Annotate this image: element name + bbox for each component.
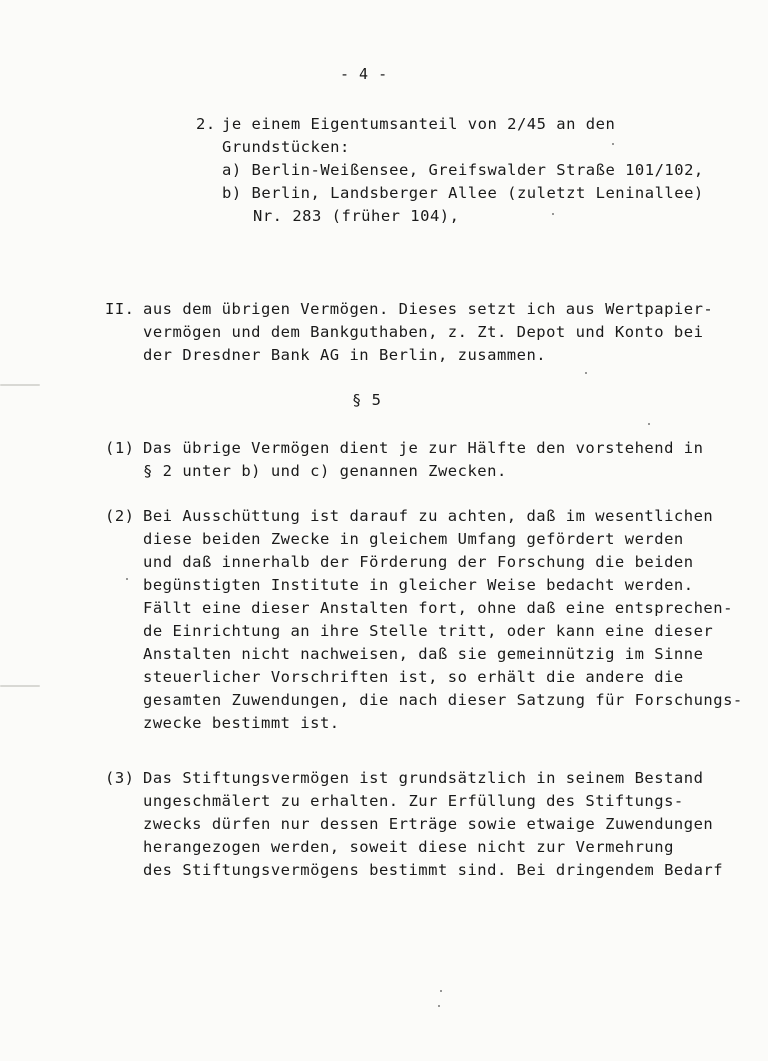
p3-marker: (3) bbox=[105, 769, 135, 787]
item-2-line-2: Grundstücken: bbox=[222, 138, 350, 156]
p2-line: Fällt eine dieser Anstalten fort, ohne daß eine entsprechen- bbox=[143, 599, 733, 617]
p3-line: zwecks dürfen nur dessen Erträge sowie etwaige Zuwendungen bbox=[143, 815, 714, 833]
item-2-sub-b-line-2: Nr. 283 (früher 104), bbox=[253, 207, 460, 225]
item-2-line-1: je einem Eigentumsanteil von 2/45 an den bbox=[222, 115, 616, 133]
scan-speck bbox=[440, 990, 442, 992]
scan-speck bbox=[585, 372, 587, 374]
scan-speck bbox=[552, 213, 554, 215]
section-ii-marker: II. bbox=[105, 300, 135, 318]
p3-line: herangezogen werden, soweit diese nicht zur Vermehrung bbox=[143, 838, 674, 856]
item-2-sub-a: a) Berlin-Weißensee, Greifswalder Straße 101/102, bbox=[222, 161, 704, 179]
paragraph-heading: § 5 bbox=[352, 391, 382, 409]
p2-marker: (2) bbox=[105, 507, 135, 525]
scan-speck bbox=[612, 143, 614, 145]
p2-line: begünstigten Institute in gleicher Weise bedacht werden. bbox=[143, 576, 694, 594]
p2-line: und daß innerhalb der Förderung der Forschung die beiden bbox=[143, 553, 694, 571]
p2-line: gesamten Zuwendungen, die nach dieser Satzung für Forschungs- bbox=[143, 691, 743, 709]
p2-line: Bei Ausschüttung ist darauf zu achten, daß im wesentlichen bbox=[143, 507, 714, 525]
scan-speck bbox=[438, 1005, 440, 1007]
p1-marker: (1) bbox=[105, 439, 135, 457]
item-2-marker: 2. bbox=[196, 115, 216, 133]
p2-line: zwecke bestimmt ist. bbox=[143, 714, 340, 732]
section-ii-line-2: vermögen und dem Bankguthaben, z. Zt. Depot und Konto bei bbox=[143, 323, 704, 341]
scan-speck bbox=[126, 578, 128, 580]
p1-line: Das übrige Vermögen dient je zur Hälfte den vorstehend in bbox=[143, 439, 704, 457]
p3-line: ungeschmälert zu erhalten. Zur Erfüllung des Stiftungs- bbox=[143, 792, 684, 810]
p1-line: § 2 unter b) und c) genannen Zwecken. bbox=[143, 462, 507, 480]
page-number: - 4 - bbox=[340, 65, 388, 83]
item-2-sub-b-line-1: b) Berlin, Landsberger Allee (zuletzt Leninallee) bbox=[222, 184, 704, 202]
scan-edge-mark bbox=[0, 685, 40, 687]
section-ii-line-1: aus dem übrigen Vermögen. Dieses setzt ich aus Wertpapier- bbox=[143, 300, 714, 318]
p2-line: de Einrichtung an ihre Stelle tritt, oder kann eine dieser bbox=[143, 622, 714, 640]
p3-line: des Stiftungsvermögens bestimmt sind. Bei dringendem Bedarf bbox=[143, 861, 724, 879]
p2-line: steuerlicher Vorschriften ist, so erhält die andere die bbox=[143, 668, 684, 686]
scan-edge-mark bbox=[0, 384, 40, 386]
section-ii-line-3: der Dresdner Bank AG in Berlin, zusammen. bbox=[143, 346, 547, 364]
scan-speck bbox=[648, 423, 650, 425]
p2-line: Anstalten nicht nachweisen, daß sie gemeinnützig im Sinne bbox=[143, 645, 704, 663]
p2-line: diese beiden Zwecke in gleichem Umfang gefördert werden bbox=[143, 530, 684, 548]
p3-line: Das Stiftungsvermögen ist grundsätzlich in seinem Bestand bbox=[143, 769, 704, 787]
